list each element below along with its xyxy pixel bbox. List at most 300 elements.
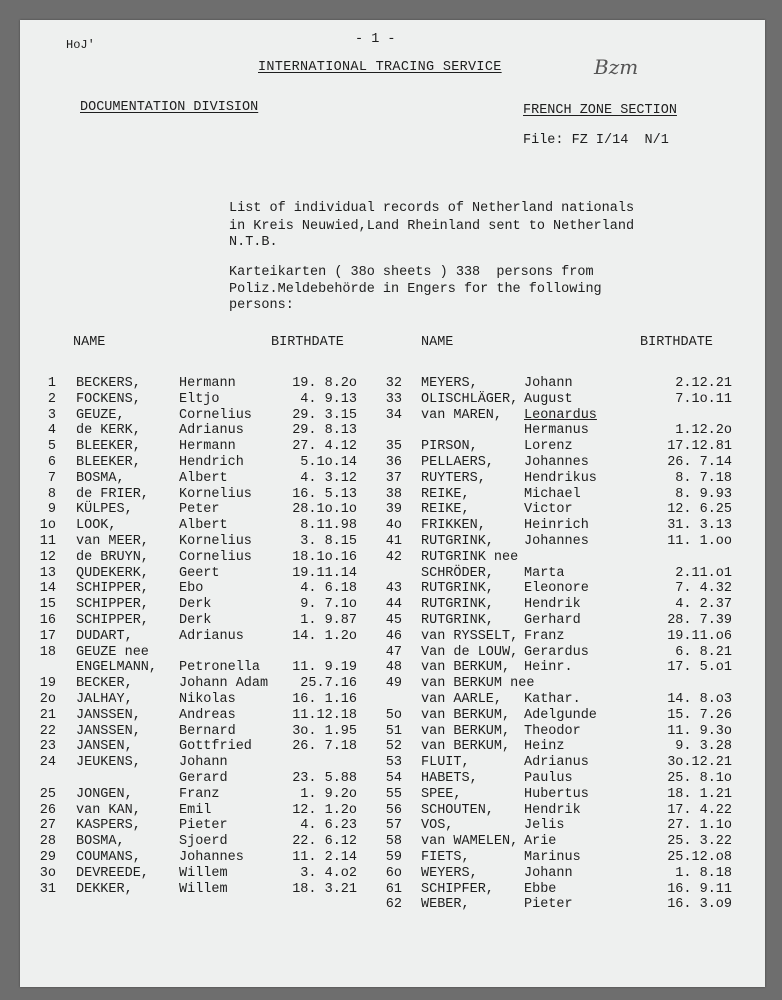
record-number: 4o bbox=[385, 518, 402, 533]
surname: KÜLPES, bbox=[76, 502, 133, 517]
birthdate: 29. 3.15 bbox=[292, 408, 357, 423]
surname: de KERK, bbox=[76, 423, 141, 438]
birthdate: 7. 4.32 bbox=[675, 581, 732, 596]
birthdate: 9. 3.28 bbox=[675, 739, 732, 754]
document-page bbox=[20, 20, 765, 987]
surname: RUTGRINK, bbox=[421, 597, 494, 612]
first-name: Albert bbox=[179, 518, 228, 533]
record-number: 3o bbox=[39, 866, 56, 881]
birthdate: 11. 2.14 bbox=[292, 850, 357, 865]
table-row bbox=[20, 597, 765, 612]
table-row bbox=[20, 818, 765, 833]
birthdate: 25.7.16 bbox=[300, 676, 357, 691]
record-number: 4 bbox=[47, 423, 56, 438]
surname: van BERKUM, bbox=[421, 708, 511, 723]
right-record-list bbox=[20, 376, 765, 916]
record-number: 45 bbox=[385, 613, 402, 628]
birthdate: 19. 8.2o bbox=[292, 376, 357, 391]
file-reference: File: FZ I/14 N/1 bbox=[523, 133, 669, 148]
first-name: Adrianus bbox=[524, 755, 589, 770]
table-row bbox=[20, 645, 765, 660]
first-name: Hendrich bbox=[179, 455, 244, 470]
corner-mark: HoJ' bbox=[66, 38, 95, 52]
record-number: 47 bbox=[385, 645, 402, 660]
table-row bbox=[20, 439, 765, 454]
record-number: 12 bbox=[39, 550, 56, 565]
table-row bbox=[20, 487, 765, 502]
surname: PIRSON, bbox=[421, 439, 478, 454]
table-row bbox=[20, 739, 765, 754]
birthdate: 4. 6.23 bbox=[300, 818, 357, 833]
surname: van WAMELEN, bbox=[421, 834, 519, 849]
birthdate: 17. 4.22 bbox=[667, 803, 732, 818]
surname: RUTGRINK nee bbox=[421, 550, 519, 565]
birthdate: 12. 1.2o bbox=[292, 803, 357, 818]
birthdate: 12. 6.25 bbox=[667, 502, 732, 517]
first-name: Johann Adam bbox=[179, 676, 269, 691]
first-name: Pieter bbox=[179, 818, 228, 833]
surname: JANSEN, bbox=[76, 739, 133, 754]
record-number: 6o bbox=[385, 866, 402, 881]
surname: SCHIPFER, bbox=[421, 882, 494, 897]
table-row bbox=[20, 408, 765, 423]
birthdate: 4. 3.12 bbox=[300, 471, 357, 486]
table-row bbox=[20, 392, 765, 407]
first-name: Hendrik bbox=[524, 597, 581, 612]
surname: PELLAERS, bbox=[421, 455, 494, 470]
left-birthdate-header: BIRTHDATE bbox=[271, 335, 344, 350]
table-row bbox=[20, 629, 765, 644]
record-number: 1 bbox=[47, 376, 56, 391]
organization-title: INTERNATIONAL TRACING SERVICE bbox=[258, 60, 502, 75]
surname: van BERKUM, bbox=[421, 660, 511, 675]
first-name: August bbox=[524, 392, 573, 407]
table-row bbox=[20, 692, 765, 707]
birthdate: 14. 8.o3 bbox=[667, 692, 732, 707]
record-number: 42 bbox=[385, 550, 402, 565]
birthdate: 19.11.o6 bbox=[667, 629, 732, 644]
birthdate: 3o.12.21 bbox=[667, 755, 732, 770]
record-number: 33 bbox=[385, 392, 402, 407]
birthdate: 2.11.o1 bbox=[675, 566, 732, 581]
record-number: 51 bbox=[385, 724, 402, 739]
right-birthdate-header: BIRTHDATE bbox=[640, 335, 713, 350]
birthdate: 7.1o.11 bbox=[675, 392, 732, 407]
intro-line-1: List of individual records of Netherland nationals bbox=[229, 201, 635, 216]
birthdate: 8. 9.93 bbox=[675, 487, 732, 502]
table-row bbox=[20, 834, 765, 849]
left-name-header: NAME bbox=[73, 335, 106, 350]
record-number: 62 bbox=[385, 897, 402, 912]
birthdate: 4. 2.37 bbox=[675, 597, 732, 612]
first-name: Paulus bbox=[524, 771, 573, 786]
surname: de BRUYN, bbox=[76, 550, 149, 565]
record-number: 23 bbox=[39, 739, 56, 754]
first-name: Johann bbox=[524, 866, 573, 881]
record-number: 61 bbox=[385, 882, 402, 897]
surname: REIKE, bbox=[421, 502, 470, 517]
first-name: Willem bbox=[179, 866, 228, 881]
surname: van BERKUM, bbox=[421, 724, 511, 739]
record-number: 13 bbox=[39, 566, 56, 581]
surname: FOCKENS, bbox=[76, 392, 141, 407]
record-number: 8 bbox=[47, 487, 56, 502]
surname: de FRIER, bbox=[76, 487, 149, 502]
birthdate: 1. 9.87 bbox=[300, 613, 357, 628]
first-name: Hubertus bbox=[524, 787, 589, 802]
table-row bbox=[20, 897, 765, 912]
birthdate: 19.11.14 bbox=[292, 566, 357, 581]
record-number: 32 bbox=[385, 376, 402, 391]
first-name: Cornelius bbox=[179, 408, 252, 423]
first-name: Cornelius bbox=[179, 550, 252, 565]
birthdate: 18. 3.21 bbox=[292, 882, 357, 897]
table-row bbox=[20, 566, 765, 581]
division-label: DOCUMENTATION DIVISION bbox=[80, 100, 259, 115]
surname: SPEE, bbox=[421, 787, 462, 802]
record-number: 5 bbox=[47, 439, 56, 454]
surname: JONGEN, bbox=[76, 787, 133, 802]
first-name: Derk bbox=[179, 597, 212, 612]
birthdate: 16. 5.13 bbox=[292, 487, 357, 502]
intro-line-5: Poliz.Meldebehörde in Engers for the following bbox=[229, 282, 602, 297]
surname: DUDART, bbox=[76, 629, 133, 644]
surname: REIKE, bbox=[421, 487, 470, 502]
record-number: 24 bbox=[39, 755, 56, 770]
first-name: Andreas bbox=[179, 708, 236, 723]
surname: JEUKENS, bbox=[76, 755, 141, 770]
surname: FIETS, bbox=[421, 850, 470, 865]
surname: SCHIPPER, bbox=[76, 581, 149, 596]
surname: van AARLE, bbox=[421, 692, 503, 707]
record-number: 11 bbox=[39, 534, 56, 549]
birthdate: 11. 9.3o bbox=[667, 724, 732, 739]
surname: LOOK, bbox=[76, 518, 117, 533]
birthdate: 3. 8.15 bbox=[300, 534, 357, 549]
birthdate: 11. 1.oo bbox=[667, 534, 732, 549]
first-name: Johannes bbox=[524, 455, 589, 470]
surname: SCHIPPER, bbox=[76, 613, 149, 628]
birthdate: 26. 7.18 bbox=[292, 739, 357, 754]
record-number: 29 bbox=[39, 850, 56, 865]
record-number: 48 bbox=[385, 660, 402, 675]
surname: WEBER, bbox=[421, 897, 470, 912]
surname: DEVREEDE, bbox=[76, 866, 149, 881]
birthdate: 16. 9.11 bbox=[667, 882, 732, 897]
birthdate: 16. 3.o9 bbox=[667, 897, 732, 912]
record-number: 18 bbox=[39, 645, 56, 660]
birthdate: 9. 7.1o bbox=[300, 597, 357, 612]
first-name: Pieter bbox=[524, 897, 573, 912]
right-name-header: NAME bbox=[421, 335, 454, 350]
first-name: Hermanus bbox=[524, 423, 589, 438]
first-name: Sjoerd bbox=[179, 834, 228, 849]
first-name: Geert bbox=[179, 566, 220, 581]
first-name: Gottfried bbox=[179, 739, 252, 754]
record-number: 37 bbox=[385, 471, 402, 486]
table-row bbox=[20, 676, 765, 691]
table-row bbox=[20, 471, 765, 486]
record-number: 7 bbox=[47, 471, 56, 486]
table-row bbox=[20, 866, 765, 881]
first-name: Emil bbox=[179, 803, 212, 818]
birthdate: 17.12.81 bbox=[667, 439, 732, 454]
intro-line-3: N.T.B. bbox=[229, 235, 278, 250]
table-row bbox=[20, 518, 765, 533]
intro-line-4: Karteikarten ( 38o sheets ) 338 persons from bbox=[229, 265, 594, 280]
record-number: 59 bbox=[385, 850, 402, 865]
first-name: Johannes bbox=[524, 534, 589, 549]
first-name: Heinrich bbox=[524, 518, 589, 533]
record-number: 16 bbox=[39, 613, 56, 628]
record-number: 25 bbox=[39, 787, 56, 802]
table-row bbox=[20, 850, 765, 865]
surname: RUTGRINK, bbox=[421, 581, 494, 596]
record-number: 21 bbox=[39, 708, 56, 723]
table-row bbox=[20, 581, 765, 596]
table-row bbox=[20, 455, 765, 470]
first-name: Victor bbox=[524, 502, 573, 517]
first-name: Leonardus bbox=[524, 408, 597, 423]
first-name: Marinus bbox=[524, 850, 581, 865]
handwritten-initials: Bzm bbox=[594, 55, 639, 79]
first-name: Eleonore bbox=[524, 581, 589, 596]
table-row bbox=[20, 376, 765, 391]
surname: OLISCHLÄGER, bbox=[421, 392, 519, 407]
surname: BECKERS, bbox=[76, 376, 141, 391]
first-name: Franz bbox=[179, 787, 220, 802]
surname: RUYTERS, bbox=[421, 471, 486, 486]
record-number: 3 bbox=[47, 408, 56, 423]
birthdate: 2.12.21 bbox=[675, 376, 732, 391]
surname: VOS, bbox=[421, 818, 454, 833]
record-number: 28 bbox=[39, 834, 56, 849]
first-name: Derk bbox=[179, 613, 212, 628]
record-number: 1o bbox=[39, 518, 56, 533]
surname: WEYERS, bbox=[421, 866, 478, 881]
surname: SCHIPPER, bbox=[76, 597, 149, 612]
table-row bbox=[20, 882, 765, 897]
surname: BECKER, bbox=[76, 676, 133, 691]
birthdate: 11.12.18 bbox=[292, 708, 357, 723]
record-number: 44 bbox=[385, 597, 402, 612]
record-number: 43 bbox=[385, 581, 402, 596]
birthdate: 22. 6.12 bbox=[292, 834, 357, 849]
birthdate: 11. 9.19 bbox=[292, 660, 357, 675]
first-name: Michael bbox=[524, 487, 581, 502]
birthdate: 16. 1.16 bbox=[292, 692, 357, 707]
record-number: 14 bbox=[39, 581, 56, 596]
birthdate: 3. 4.o2 bbox=[300, 866, 357, 881]
surname: BOSMA, bbox=[76, 471, 125, 486]
surname: BLEEKER, bbox=[76, 455, 141, 470]
birthdate: 6. 8.21 bbox=[675, 645, 732, 660]
first-name: Lorenz bbox=[524, 439, 573, 454]
surname: RUTGRINK, bbox=[421, 613, 494, 628]
birthdate: 3o. 1.95 bbox=[292, 724, 357, 739]
surname: Van de LOUW, bbox=[421, 645, 519, 660]
table-row bbox=[20, 803, 765, 818]
surname: JANSSEN, bbox=[76, 724, 141, 739]
birthdate: 1.12.2o bbox=[675, 423, 732, 438]
first-name: Gerardus bbox=[524, 645, 589, 660]
first-name: Petronella bbox=[179, 660, 261, 675]
first-name: Gerard bbox=[179, 771, 228, 786]
record-number: 49 bbox=[385, 676, 402, 691]
birthdate: 27. 4.12 bbox=[292, 439, 357, 454]
intro-line-2: in Kreis Neuwied,Land Rheinland sent to Netherland bbox=[229, 219, 635, 234]
surname: van RYSSELT, bbox=[421, 629, 519, 644]
section-label: FRENCH ZONE SECTION bbox=[523, 103, 677, 118]
birthdate: 14. 1.2o bbox=[292, 629, 357, 644]
record-number: 31 bbox=[39, 882, 56, 897]
table-row bbox=[20, 724, 765, 739]
first-name: Kornelius bbox=[179, 487, 252, 502]
birthdate: 18. 1.21 bbox=[667, 787, 732, 802]
birthdate: 5.1o.14 bbox=[300, 455, 357, 470]
surname: QUDEKERK, bbox=[76, 566, 149, 581]
first-name: Heinz bbox=[524, 739, 565, 754]
surname: van BERKUM nee bbox=[421, 676, 535, 691]
record-number: 19 bbox=[39, 676, 56, 691]
record-number: 58 bbox=[385, 834, 402, 849]
birthdate: 4. 6.18 bbox=[300, 581, 357, 596]
surname: KASPERS, bbox=[76, 818, 141, 833]
birthdate: 23. 5.88 bbox=[292, 771, 357, 786]
table-row bbox=[20, 613, 765, 628]
record-number: 46 bbox=[385, 629, 402, 644]
birthdate: 4. 9.13 bbox=[300, 392, 357, 407]
first-name: Ebbe bbox=[524, 882, 557, 897]
first-name: Kornelius bbox=[179, 534, 252, 549]
surname: RUTGRINK, bbox=[421, 534, 494, 549]
birthdate: 1. 8.18 bbox=[675, 866, 732, 881]
birthdate: 8. 7.18 bbox=[675, 471, 732, 486]
record-number: 56 bbox=[385, 803, 402, 818]
birthdate: 29. 8.13 bbox=[292, 423, 357, 438]
first-name: Adelgunde bbox=[524, 708, 597, 723]
surname: GEUZE nee bbox=[76, 645, 149, 660]
surname: HABETS, bbox=[421, 771, 478, 786]
birthdate: 27. 1.1o bbox=[667, 818, 732, 833]
table-row bbox=[20, 787, 765, 802]
first-name: Johann bbox=[179, 755, 228, 770]
record-number: 9 bbox=[47, 502, 56, 517]
first-name: Eltjo bbox=[179, 392, 220, 407]
first-name: Ebo bbox=[179, 581, 204, 596]
surname: MEYERS, bbox=[421, 376, 478, 391]
record-number: 35 bbox=[385, 439, 402, 454]
birthdate: 28.1o.1o bbox=[292, 502, 357, 517]
record-number: 2 bbox=[47, 392, 56, 407]
first-name: Willem bbox=[179, 882, 228, 897]
first-name: Heinr. bbox=[524, 660, 573, 675]
surname: van MEER, bbox=[76, 534, 149, 549]
record-number: 2o bbox=[39, 692, 56, 707]
table-row bbox=[20, 708, 765, 723]
record-number: 5o bbox=[385, 708, 402, 723]
record-number: 38 bbox=[385, 487, 402, 502]
record-number: 57 bbox=[385, 818, 402, 833]
birthdate: 26. 7.14 bbox=[667, 455, 732, 470]
surname: ENGELMANN, bbox=[76, 660, 158, 675]
surname: DEKKER, bbox=[76, 882, 133, 897]
surname: van BERKUM, bbox=[421, 739, 511, 754]
record-number: 53 bbox=[385, 755, 402, 770]
table-row bbox=[20, 550, 765, 565]
surname: FRIKKEN, bbox=[421, 518, 486, 533]
table-row bbox=[20, 423, 765, 438]
surname: SCHRÖDER, bbox=[421, 566, 494, 581]
surname: BLEEKER, bbox=[76, 439, 141, 454]
record-number: 52 bbox=[385, 739, 402, 754]
surname: van MAREN, bbox=[421, 408, 503, 423]
first-name: Kathar. bbox=[524, 692, 581, 707]
first-name: Adrianus bbox=[179, 629, 244, 644]
table-row bbox=[20, 755, 765, 770]
first-name: Nikolas bbox=[179, 692, 236, 707]
birthdate: 25. 3.22 bbox=[667, 834, 732, 849]
birthdate: 18.1o.16 bbox=[292, 550, 357, 565]
first-name: Gerhard bbox=[524, 613, 581, 628]
birthdate: 8.11.98 bbox=[300, 518, 357, 533]
record-number: 15 bbox=[39, 597, 56, 612]
surname: JALHAY, bbox=[76, 692, 133, 707]
first-name: Albert bbox=[179, 471, 228, 486]
record-number: 22 bbox=[39, 724, 56, 739]
surname: GEUZE, bbox=[76, 408, 125, 423]
surname: COUMANS, bbox=[76, 850, 141, 865]
first-name: Peter bbox=[179, 502, 220, 517]
first-name: Bernard bbox=[179, 724, 236, 739]
record-number: 36 bbox=[385, 455, 402, 470]
record-number: 41 bbox=[385, 534, 402, 549]
birthdate: 31. 3.13 bbox=[667, 518, 732, 533]
birthdate: 25. 8.1o bbox=[667, 771, 732, 786]
first-name: Hermann bbox=[179, 439, 236, 454]
surname: van KAN, bbox=[76, 803, 141, 818]
first-name: Adrianus bbox=[179, 423, 244, 438]
record-number: 39 bbox=[385, 502, 402, 517]
first-name: Marta bbox=[524, 566, 565, 581]
first-name: Theodor bbox=[524, 724, 581, 739]
birthdate: 25.12.o8 bbox=[667, 850, 732, 865]
record-number: 26 bbox=[39, 803, 56, 818]
record-number: 34 bbox=[385, 408, 402, 423]
table-row bbox=[20, 660, 765, 675]
first-name: Johannes bbox=[179, 850, 244, 865]
first-name: Hendrikus bbox=[524, 471, 597, 486]
surname: JANSSEN, bbox=[76, 708, 141, 723]
birthdate: 15. 7.26 bbox=[667, 708, 732, 723]
record-number: 54 bbox=[385, 771, 402, 786]
table-row bbox=[20, 534, 765, 549]
first-name: Jelis bbox=[524, 818, 565, 833]
surname: SCHOUTEN, bbox=[421, 803, 494, 818]
record-number: 6 bbox=[47, 455, 56, 470]
first-name: Hermann bbox=[179, 376, 236, 391]
table-row bbox=[20, 502, 765, 517]
record-number: 17 bbox=[39, 629, 56, 644]
birthdate: 1. 9.2o bbox=[300, 787, 357, 802]
record-number: 27 bbox=[39, 818, 56, 833]
birthdate: 17. 5.o1 bbox=[667, 660, 732, 675]
first-name: Arie bbox=[524, 834, 557, 849]
page-number: - 1 - bbox=[355, 32, 396, 47]
surname: BOSMA, bbox=[76, 834, 125, 849]
table-row bbox=[20, 771, 765, 786]
first-name: Hendrik bbox=[524, 803, 581, 818]
